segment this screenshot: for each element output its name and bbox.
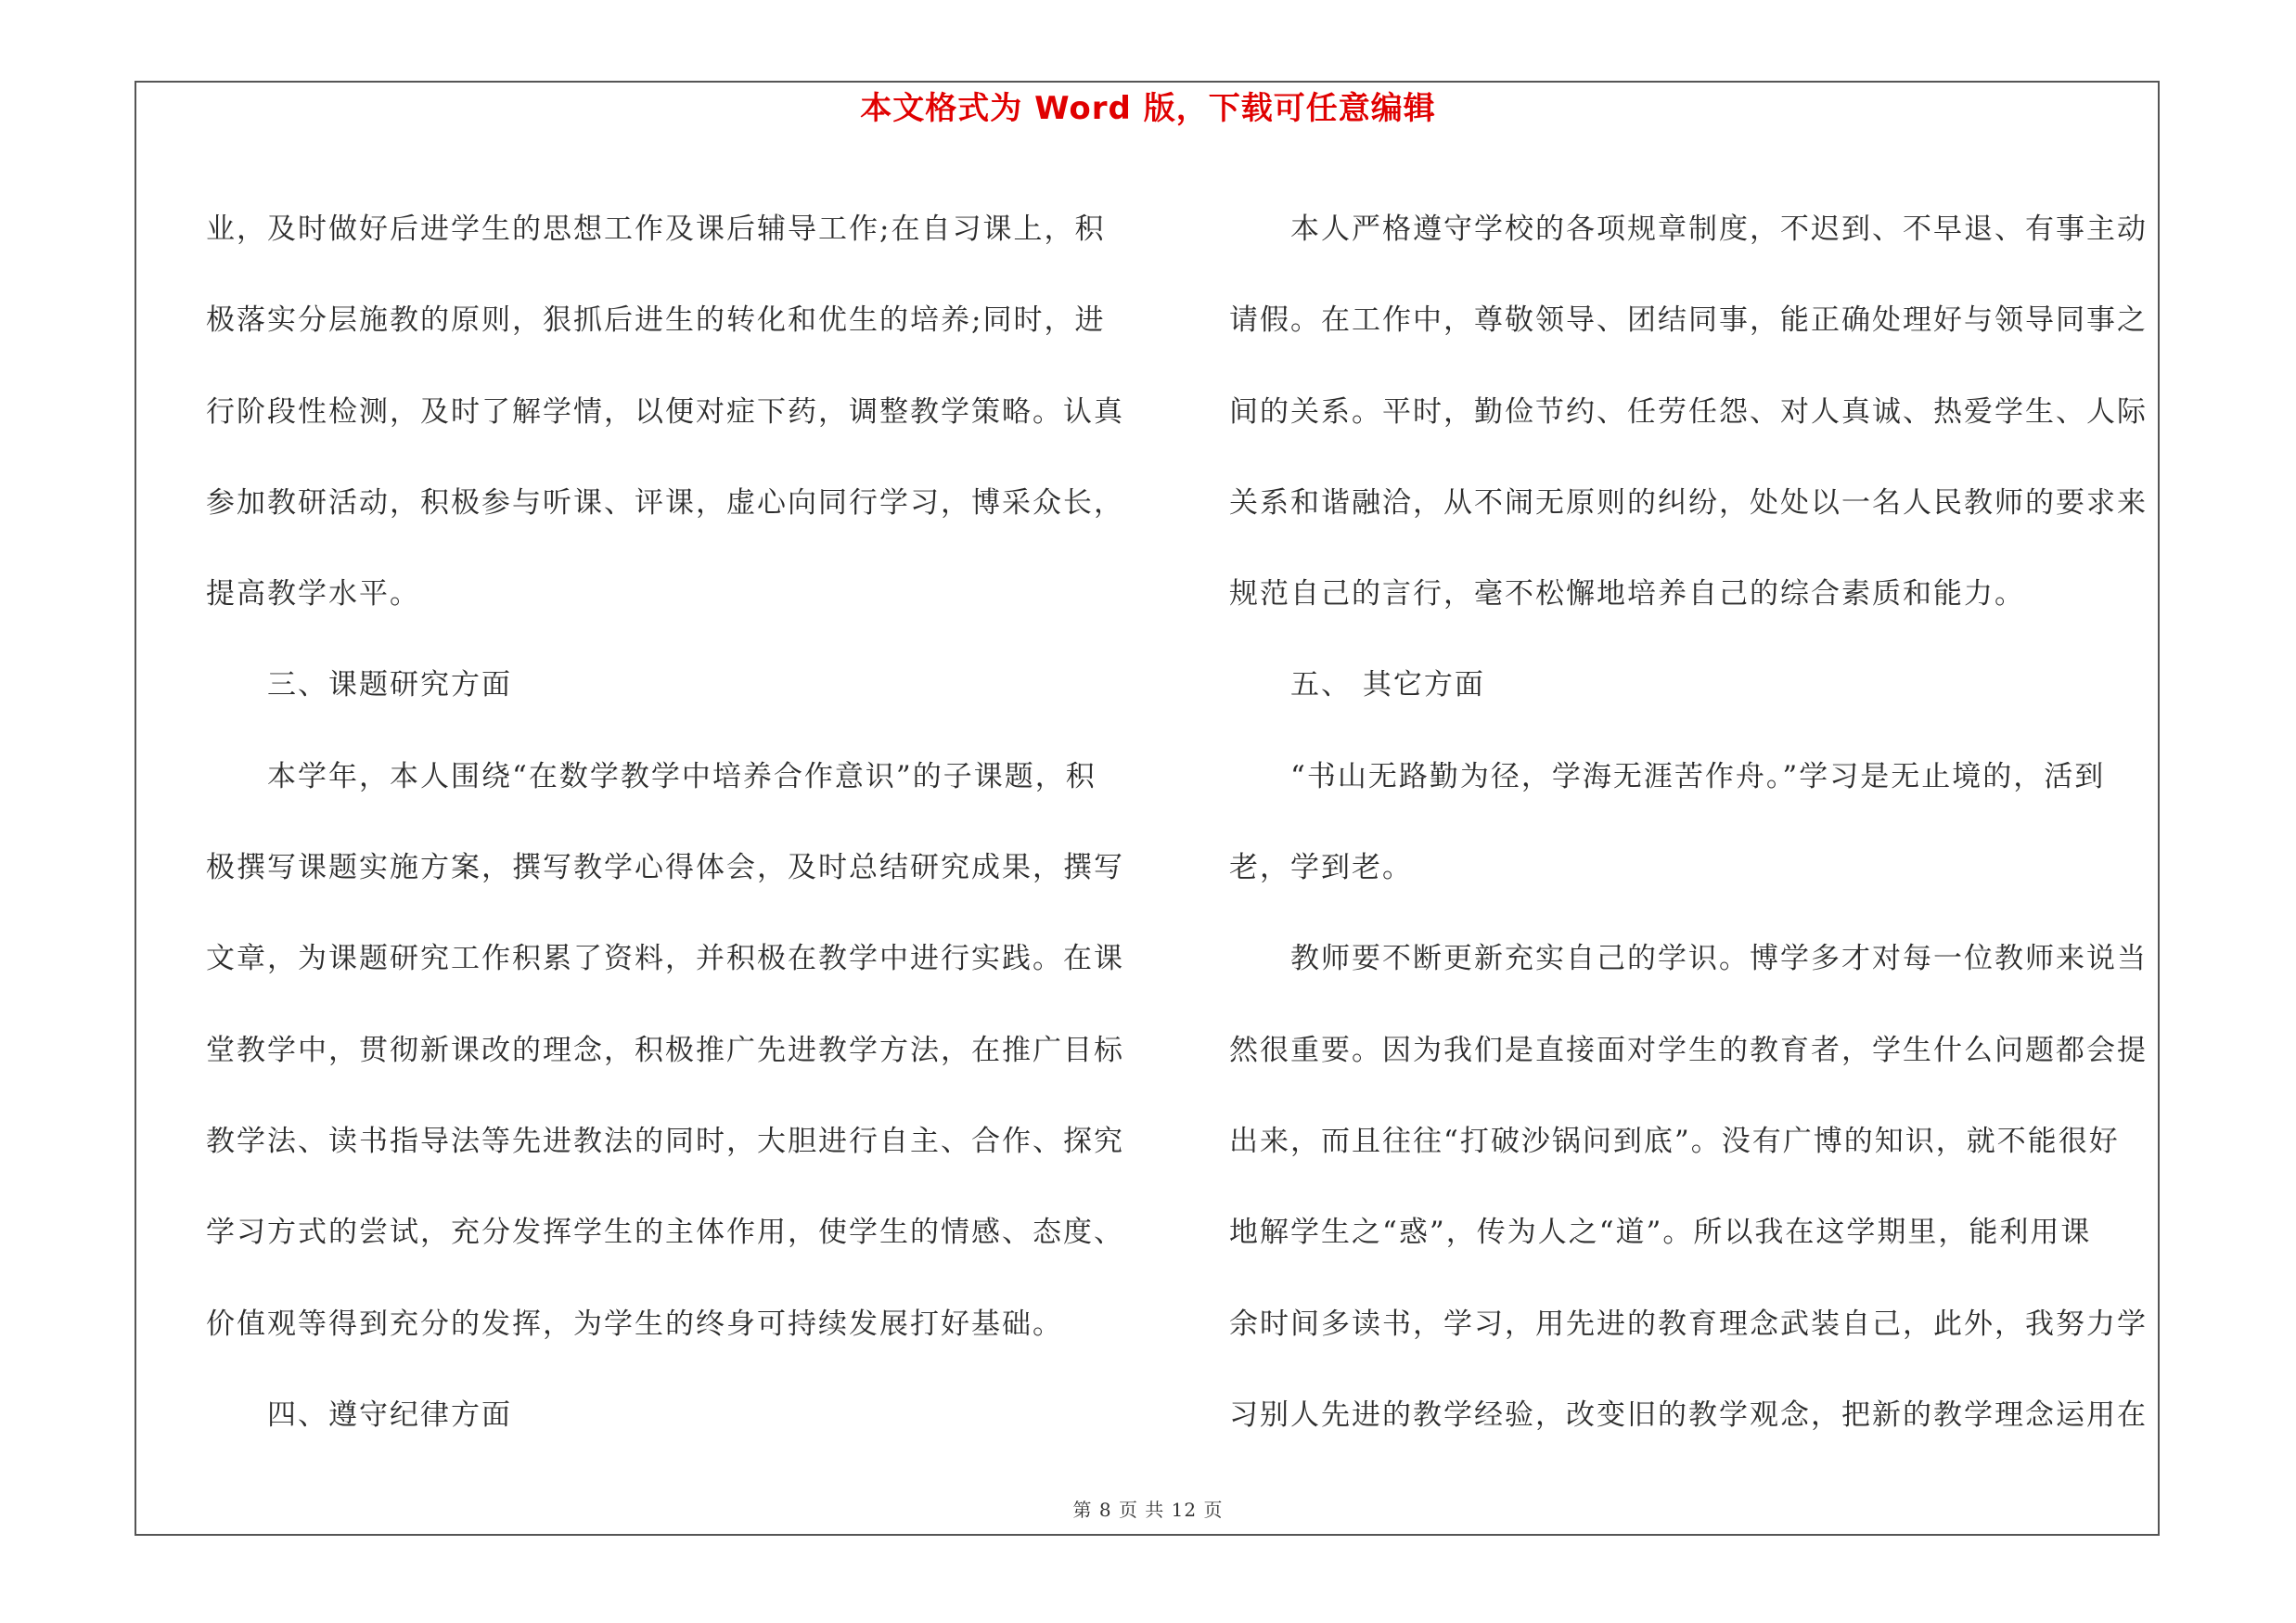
text-line: 余时间多读书，学习，用先进的教育理念武装自己，此外，我努力学 (1229, 1307, 2148, 1341)
text-line: 关系和谐融洽，从不闹无原则的纠纷，处处以一名人民教师的要求来 (1229, 485, 2148, 520)
left-column (206, 184, 1129, 1461)
paragraph (1229, 184, 2152, 639)
heading-line: 四、遵守纪律方面 (267, 1398, 512, 1432)
paragraph (1229, 913, 2152, 1461)
text-line: 参加教研活动，积极参与听课、评课，虚心向同行学习，博采众长， (206, 485, 1124, 520)
paragraph (206, 731, 1129, 1370)
section-heading (206, 639, 1129, 730)
text-line: 教师要不断更新充实自己的学识。博学多才对每一位教师来说当 (1290, 942, 2148, 976)
text-line: 业，及时做好后进学生的思想工作及课后辅导工作;在自习课上，积 (206, 213, 1106, 246)
text-line: 请假。在工作中，尊敬领导、团结同事，能正确处理好与领导同事之 (1229, 303, 2148, 338)
text-line: 提高教学水平。 (206, 577, 420, 612)
text-line: 本人严格遵守学校的各项规章制度，不迟到、不早退、有事主动 (1290, 213, 2148, 246)
text-line: 出来，而且往往“打破沙锅问到底”。没有广博的知识，就不能很好 (1229, 1124, 2120, 1158)
text-line: 地解学生之“惑”，传为人之“道”。所以我在这学期里，能利用课 (1229, 1216, 2092, 1250)
text-line: 本学年，本人围绕“在数学教学中培养合作意识”的子课题，积 (267, 759, 1097, 793)
text-line: 极落实分层施教的原则，狠抓后进生的转化和优生的培养;同时，进 (206, 303, 1106, 338)
heading-line: 五、 其它方面 (1290, 668, 1485, 702)
section-heading (1229, 639, 2152, 730)
text-line: 学习方式的尝试，充分发挥学生的主体作用，使学生的情感、态度、 (206, 1216, 1124, 1250)
text-line: “书山无路勤为径，学海无涯苦作舟。”学习是无止境的，活到 (1290, 759, 2106, 793)
text-line: 规范自己的言行，毫不松懈地培养自己的综合素质和能力。 (1229, 577, 2025, 612)
section-heading (206, 1370, 1129, 1461)
text-line: 极撰写课题实施方案，撰写教学心得体会，及时总结研究成果，撰写 (206, 851, 1124, 885)
paragraph (206, 184, 1129, 639)
text-line: 教学法、读书指导法等先进教法的同时，大胆进行自主、合作、探究 (206, 1124, 1124, 1158)
text-line: 习别人先进的教学经验，改变旧的教学观念，把新的教学理念运用在 (1229, 1398, 2148, 1432)
text-line: 老，学到老。 (1229, 851, 1413, 885)
heading-line: 三、课题研究方面 (267, 668, 512, 702)
text-line: 文章，为课题研究工作积累了资料，并积极在教学中进行实践。在课 (206, 942, 1124, 976)
text-line: 价值观等得到充分的发挥，为学生的终身可持续发展打好基础。 (206, 1307, 1063, 1341)
text-line: 行阶段性检测，及时了解学情，以便对症下药，调整教学策略。认真 (206, 394, 1124, 429)
right-column (1229, 184, 2152, 1461)
paragraph (1229, 731, 2152, 914)
text-line: 然很重要。因为我们是直接面对学生的教育者，学生什么问题都会提 (1229, 1033, 2148, 1067)
text-line: 堂教学中，贯彻新课改的理念，积极推广先进教学方法，在推广目标 (206, 1033, 1124, 1067)
format-banner: 本文格式为 Word 版，下载可任意编辑 (860, 90, 1436, 127)
page-number-footer: 第 8 页 共 12 页 (1072, 1499, 1224, 1521)
text-line: 间的关系。平时，勤俭节约、任劳任怨、对人真诚、热爱学生、人际 (1229, 394, 2148, 429)
